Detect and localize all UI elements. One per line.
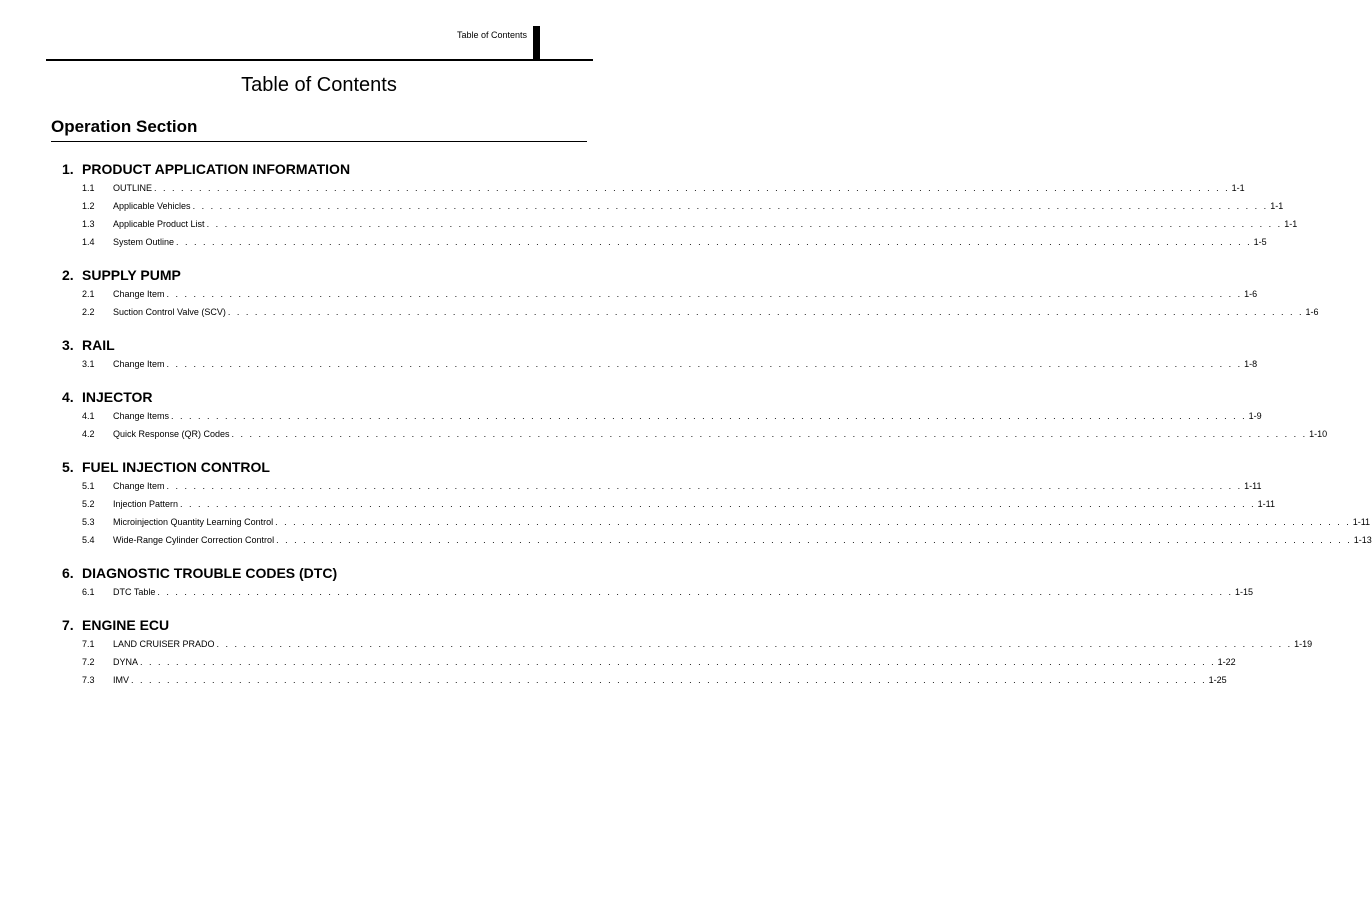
entry-title: IMV — [113, 675, 130, 685]
toc-entry[interactable] — [0, 477, 1262, 495]
entry-page-number: 1-10 — [1309, 429, 1328, 439]
toc-entry[interactable] — [0, 531, 1372, 549]
entry-title: Change Items — [113, 411, 170, 421]
entry-page-number: 1-5 — [1253, 237, 1267, 247]
dot-leader: . . . . . . . . . . . . . . . . . . . . . . . . . . . . . . . . . . . . . . . . . . . . . . . . . . . . . . . . . . . . . . . . . . . . . . . . . . . . . . . . . . . . . . . . . . . . . . . . . . . . . . . . . . . . . . . . . . . . . . . . — [157, 587, 1233, 597]
entry-title: Wide-Range Cylinder Correction Control — [113, 535, 275, 545]
toc-entry[interactable] — [0, 583, 1253, 601]
entry-number: 1.2 — [82, 201, 95, 211]
toc-entry[interactable] — [0, 495, 1276, 513]
toc-entry[interactable] — [0, 179, 1245, 197]
dot-leader: . . . . . . . . . . . . . . . . . . . . . . . . . . . . . . . . . . . . . . . . . . . . . . . . . . . . . . . . . . . . . . . . . . . . . . . . . . . . . . . . . . . . . . . . . . . . . . . . . . . . . . . . . . . . . . . . . . . . . . . . — [166, 289, 1243, 299]
chapter-heading[interactable] — [0, 385, 638, 407]
entry-number: 1.4 — [82, 237, 95, 247]
header-tab-bar — [533, 26, 540, 61]
toc-entry[interactable] — [0, 425, 1328, 443]
entry-page-number: 1-8 — [1244, 359, 1258, 369]
toc-entry[interactable] — [0, 635, 1313, 653]
entry-title: Change Item — [113, 359, 165, 369]
dot-leader: . . . . . . . . . . . . . . . . . . . . . . . . . . . . . . . . . . . . . . . . . . . . . . . . . . . . . . . . . . . . . . . . . . . . . . . . . . . . . . . . . . . . . . . . . . . . . . . . . . . . . . . . . . . . . . . . . . . . . . . . — [216, 639, 1293, 649]
chapter-heading[interactable] — [0, 263, 638, 285]
toc-entry[interactable] — [0, 355, 1258, 373]
page-title: Table of Contents — [241, 74, 397, 96]
entry-number: 4.2 — [82, 429, 95, 439]
entry-page-number: 1-19 — [1294, 639, 1313, 649]
chapter-heading[interactable] — [0, 333, 638, 355]
entry-page-number: 1-1 — [1270, 201, 1284, 211]
entry-page-number: 1-25 — [1208, 675, 1227, 685]
entry-title: OUTLINE — [113, 183, 153, 193]
entry-title: Change Item — [113, 289, 165, 299]
entry-number: 5.3 — [82, 517, 95, 527]
chapter-title: INJECTOR — [82, 389, 153, 405]
entry-page-number: 1-6 — [1305, 307, 1319, 317]
chapter-title: DIAGNOSTIC TROUBLE CODES (DTC) — [82, 565, 338, 581]
entry-title: Microinjection Quantity Learning Control — [113, 517, 274, 527]
toc-chapter — [0, 613, 1313, 689]
entry-number: 5.1 — [82, 481, 95, 491]
dot-leader: . . . . . . . . . . . . . . . . . . . . . . . . . . . . . . . . . . . . . . . . . . . . . . . . . . . . . . . . . . . . . . . . . . . . . . . . . . . . . . . . . . . . . . . . . . . . . . . . . . . . . . . . . . . . . . . . . . . . . . . . — [180, 499, 1256, 509]
chapter-number: 7. — [62, 617, 74, 633]
entry-number: 5.4 — [82, 535, 95, 545]
dot-leader: . . . . . . . . . . . . . . . . . . . . . . . . . . . . . . . . . . . . . . . . . . . . . . . . . . . . . . . . . . . . . . . . . . . . . . . . . . . . . . . . . . . . . . . . . . . . . . . . . . . . . . . . . . . . . . . . . . . . . . . . — [176, 237, 1252, 247]
chapter-title: SUPPLY PUMP — [82, 267, 181, 283]
entry-number: 7.2 — [82, 657, 95, 667]
entry-title: Suction Control Valve (SCV) — [113, 307, 226, 317]
dot-leader: . . . . . . . . . . . . . . . . . . . . . . . . . . . . . . . . . . . . . . . . . . . . . . . . . . . . . . . . . . . . . . . . . . . . . . . . . . . . . . . . . . . . . . . . . . . . . . . . . . . . . . . . . . . . . . . . . . . . . . . . — [206, 219, 1283, 229]
toc-entry[interactable] — [0, 303, 1319, 321]
entry-title: DTC Table — [113, 587, 156, 597]
entry-number: 6.1 — [82, 587, 95, 597]
entry-title: System Outline — [113, 237, 175, 247]
entry-page-number: 1-15 — [1234, 587, 1253, 597]
entry-title: Injection Pattern — [113, 499, 179, 509]
toc-entry[interactable] — [0, 653, 1236, 671]
entry-title: Change Item — [113, 481, 165, 491]
chapter-title: RAIL — [82, 337, 115, 353]
dot-leader: . . . . . . . . . . . . . . . . . . . . . . . . . . . . . . . . . . . . . . . . . . . . . . . . . . . . . . . . . . . . . . . . . . . . . . . . . . . . . . . . . . . . . . . . . . . . . . . . . . . . . . . . . . . . . . . . . . . . . . . . — [154, 183, 1230, 193]
chapter-number: 4. — [62, 389, 74, 405]
toc-entry[interactable] — [0, 513, 1371, 531]
toc-entry[interactable] — [0, 671, 1227, 689]
entry-page-number: 1-13 — [1353, 535, 1372, 545]
toc-entry[interactable] — [0, 215, 1298, 233]
chapter-number: 5. — [62, 459, 74, 475]
entry-page-number: 1-11 — [1257, 499, 1276, 509]
toc-chapter — [0, 263, 1319, 321]
dot-leader: . . . . . . . . . . . . . . . . . . . . . . . . . . . . . . . . . . . . . . . . . . . . . . . . . . . . . . . . . . . . . . . . . . . . . . . . . . . . . . . . . . . . . . . . . . . . . . . . . . . . . . . . . . . . . . . . . . . . . . . . — [131, 675, 1207, 685]
dot-leader: . . . . . . . . . . . . . . . . . . . . . . . . . . . . . . . . . . . . . . . . . . . . . . . . . . . . . . . . . . . . . . . . . . . . . . . . . . . . . . . . . . . . . . . . . . . . . . . . . . . . . . . . . . . . . . . . . . . . . . . . — [140, 657, 1216, 667]
entry-title: LAND CRUISER PRADO — [113, 639, 215, 649]
entry-page-number: 1-11 — [1352, 517, 1371, 527]
entry-title: Quick Response (QR) Codes — [113, 429, 230, 439]
entry-number: 3.1 — [82, 359, 95, 369]
toc-chapter — [0, 455, 1372, 549]
chapter-title: FUEL INJECTION CONTROL — [82, 459, 270, 475]
entry-page-number: 1-6 — [1244, 289, 1258, 299]
entry-number: 2.2 — [82, 307, 95, 317]
toc-chapter — [0, 333, 1258, 373]
chapter-heading[interactable] — [0, 613, 638, 635]
dot-leader: . . . . . . . . . . . . . . . . . . . . . . . . . . . . . . . . . . . . . . . . . . . . . . . . . . . . . . . . . . . . . . . . . . . . . . . . . . . . . . . . . . . . . . . . . . . . . . . . . . . . . . . . . . . . . . . . . . . . . . . . — [166, 481, 1243, 491]
section-rule — [51, 141, 587, 142]
toc-entry[interactable] — [0, 197, 1284, 215]
entry-number: 1.3 — [82, 219, 95, 229]
dot-leader: . . . . . . . . . . . . . . . . . . . . . . . . . . . . . . . . . . . . . . . . . . . . . . . . . . . . . . . . . . . . . . . . . . . . . . . . . . . . . . . . . . . . . . . . . . . . . . . . . . . . . . . . . . . . . . . . . . . . . . . . — [231, 429, 1308, 439]
running-head: Table of Contents — [456, 30, 527, 40]
entry-title: DYNA — [113, 657, 139, 667]
dot-leader: . . . . . . . . . . . . . . . . . . . . . . . . . . . . . . . . . . . . . . . . . . . . . . . . . . . . . . . . . . . . . . . . . . . . . . . . . . . . . . . . . . . . . . . . . . . . . . . . . . . . . . . . . . . . . . . . . . . . . . . . — [171, 411, 1247, 421]
chapter-number: 3. — [62, 337, 74, 353]
chapter-title: PRODUCT APPLICATION INFORMATION — [82, 161, 351, 177]
entry-number: 1.1 — [82, 183, 95, 193]
entry-number: 7.3 — [82, 675, 95, 685]
entry-title: Applicable Vehicles — [113, 201, 191, 211]
dot-leader: . . . . . . . . . . . . . . . . . . . . . . . . . . . . . . . . . . . . . . . . . . . . . . . . . . . . . . . . . . . . . . . . . . . . . . . . . . . . . . . . . . . . . . . . . . . . . . . . . . . . . . . . . . . . . . . . . . . . . . . . — [275, 517, 1351, 527]
dot-leader: . . . . . . . . . . . . . . . . . . . . . . . . . . . . . . . . . . . . . . . . . . . . . . . . . . . . . . . . . . . . . . . . . . . . . . . . . . . . . . . . . . . . . . . . . . . . . . . . . . . . . . . . . . . . . . . . . . . . . . . . — [192, 201, 1269, 211]
entry-page-number: 1-11 — [1244, 481, 1262, 491]
entry-page-number: 1-9 — [1248, 411, 1262, 421]
header-rule — [46, 59, 593, 61]
toc-list — [0, 157, 1372, 701]
entry-page-number: 1-22 — [1217, 657, 1236, 667]
toc-chapter — [0, 385, 1328, 443]
dot-leader: . . . . . . . . . . . . . . . . . . . . . . . . . . . . . . . . . . . . . . . . . . . . . . . . . . . . . . . . . . . . . . . . . . . . . . . . . . . . . . . . . . . . . . . . . . . . . . . . . . . . . . . . . . . . . . . . . . . . . . . . — [166, 359, 1243, 369]
chapter-heading[interactable] — [0, 561, 638, 583]
toc-chapter — [0, 157, 1298, 251]
dot-leader: . . . . . . . . . . . . . . . . . . . . . . . . . . . . . . . . . . . . . . . . . . . . . . . . . . . . . . . . . . . . . . . . . . . . . . . . . . . . . . . . . . . . . . . . . . . . . . . . . . . . . . . . . . . . . . . . . . . . . . . . — [227, 307, 1304, 317]
toc-chapter — [0, 561, 1253, 601]
entry-page-number: 1-1 — [1231, 183, 1245, 193]
chapter-number: 2. — [62, 267, 74, 283]
chapter-heading[interactable] — [0, 157, 638, 179]
entry-page-number: 1-1 — [1284, 219, 1298, 229]
entry-number: 2.1 — [82, 289, 95, 299]
toc-entry[interactable] — [0, 407, 1262, 425]
section-title: Operation Section — [51, 117, 198, 136]
toc-entry[interactable] — [0, 233, 1267, 251]
toc-entry[interactable] — [0, 285, 1258, 303]
entry-title: Applicable Product List — [113, 219, 205, 229]
entry-number: 5.2 — [82, 499, 95, 509]
chapter-heading[interactable] — [0, 455, 638, 477]
entry-number: 4.1 — [82, 411, 95, 421]
entry-number: 7.1 — [82, 639, 95, 649]
chapter-title: ENGINE ECU — [82, 617, 170, 633]
chapter-number: 6. — [62, 565, 74, 581]
chapter-number: 1. — [62, 161, 74, 177]
dot-leader: . . . . . . . . . . . . . . . . . . . . . . . . . . . . . . . . . . . . . . . . . . . . . . . . . . . . . . . . . . . . . . . . . . . . . . . . . . . . . . . . . . . . . . . . . . . . . . . . . . . . . . . . . . . . . . . . . . . . . . . . — [276, 535, 1352, 545]
